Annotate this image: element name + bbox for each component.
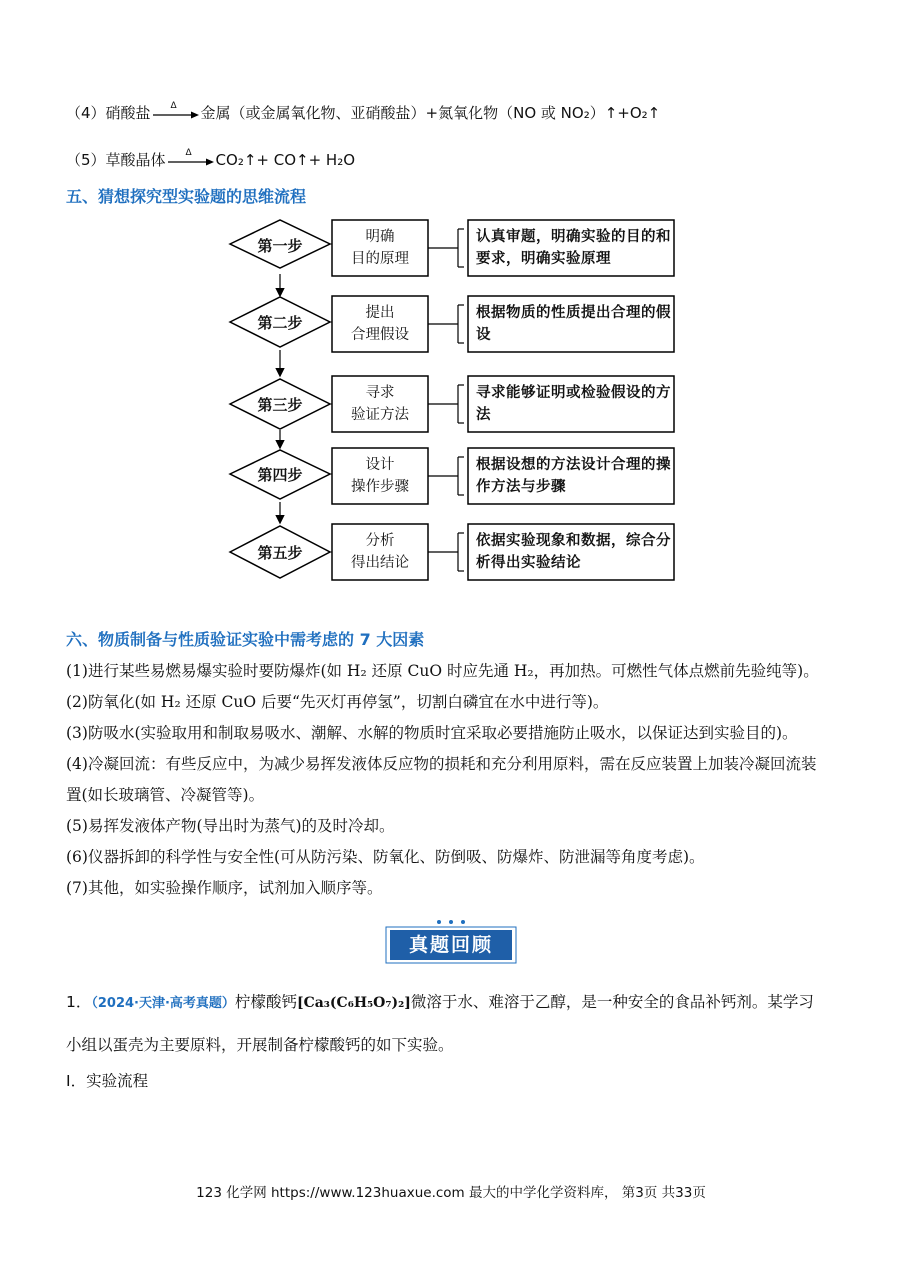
step-1-desc: 认真审题，明确实验的目的和要求，明确实验原理 (476, 228, 671, 267)
factor-4: (4)冷凝回流：有些反应中，为减少易挥发液体反应物的损耗和充分利用原料，需在反应装置上加装冷凝回流装 (66, 755, 817, 773)
factor-3: (3)防吸水(实验取用和制取易吸水、潮解、水解的物质时宜采取必要措施防止吸水，以保证达到实验目的)。 (66, 724, 798, 742)
factor-7: (7)其他，如实验操作顺序，试剂加入顺序等。 (66, 879, 383, 897)
factor-2: (2)防氧化(如 H₂ 还原 CuO 后要“先灭灯再停氢”，切割白磷宜在水中进行等)。 (66, 693, 609, 711)
step-1-label: 第一步 (257, 237, 303, 255)
question-line-1 (66, 990, 814, 1012)
factor-1: (1)进行某些易燃易爆实验时要防爆炸(如 H₂ 还原 CuO 时应先通 H₂，再加热。可燃性气体点燃前先验纯等)。 (66, 662, 819, 680)
step-3-label: 第三步 (257, 396, 303, 414)
step-1-mid: 明确 目的原理 (351, 229, 409, 267)
review-title: 真题回顾 (408, 934, 493, 956)
step-4-label: 第四步 (257, 466, 303, 484)
step-5-desc: 依据实验现象和数据，综合分析得出实验结论 (476, 532, 671, 571)
line-5-prefix: （5）草酸晶体 (66, 151, 166, 169)
page-footer: 123 化学网 https://www.123huaxue.com 最大的中学化学资料库， 第3页 共33页 (196, 1185, 706, 1201)
factor-6: (6)仪器拆卸的科学性与安全性(可从防污染、防氧化、防倒吸、防爆炸、防泄漏等角度考虑)。 (66, 848, 705, 866)
line-4-suffix: 金属（或金属氧化物、亚硝酸盐）+氮氧化物（NO 或 NO₂）↑+O₂↑ (200, 104, 661, 122)
flowchart (220, 212, 690, 592)
question-text-1: 柠檬酸钙 (234, 993, 297, 1011)
step-2-desc: 根据物质的性质提出合理的假设 (476, 304, 671, 343)
step-4-desc: 根据设想的方法设计合理的操作方法与步骤 (476, 456, 671, 495)
line-5-suffix: CO₂↑+ CO↑+ H₂O (215, 151, 356, 169)
line-4-prefix: （4）硝酸盐 (66, 104, 151, 122)
step-5-label: 第五步 (257, 544, 303, 562)
calcium-citrate-formula: [Ca₃(C₆H₅O₇)₂] (296, 995, 411, 1011)
question-text-2: 微溶于水、难溶于乙醇，是一种安全的食品补钙剂。某学习 (410, 993, 814, 1011)
section-5-title: 五、猜想探究型实验题的思维流程 (66, 187, 307, 206)
question-part-1: Ⅰ．实验流程 (66, 1072, 149, 1090)
step-2-label: 第二步 (257, 314, 303, 332)
section-6-title: 六、物质制备与性质验证实验中需考虑的 7 大因素 (66, 630, 425, 649)
step-5-mid: 分析 得出结论 (351, 533, 409, 571)
question-line-2: 小组以蛋壳为主要原料，开展制备柠檬酸钙的如下实验。 (66, 1036, 454, 1054)
question-number: 1． (66, 993, 92, 1011)
factor-5: (5)易挥发液体产物(导出时为蒸气)的及时冷却。 (66, 817, 395, 835)
step-3-mid: 寻求 验证方法 (351, 385, 409, 423)
step-2-mid: 提出 合理假设 (351, 305, 409, 343)
line-5 (66, 149, 355, 170)
step-3-desc: 寻求能够证明或检验假设的方法 (476, 384, 671, 423)
step-4-mid: 设计 操作步骤 (351, 457, 409, 495)
line-4 (66, 102, 660, 123)
factor-4-cont: 置(如长玻璃管、冷凝管等)。 (66, 786, 265, 804)
review-banner (384, 919, 518, 965)
question-source: （2024·天津·高考真题） (91, 996, 235, 1011)
heating-arrow-icon: Δ (168, 154, 214, 168)
heating-arrow-icon: Δ (153, 107, 199, 121)
